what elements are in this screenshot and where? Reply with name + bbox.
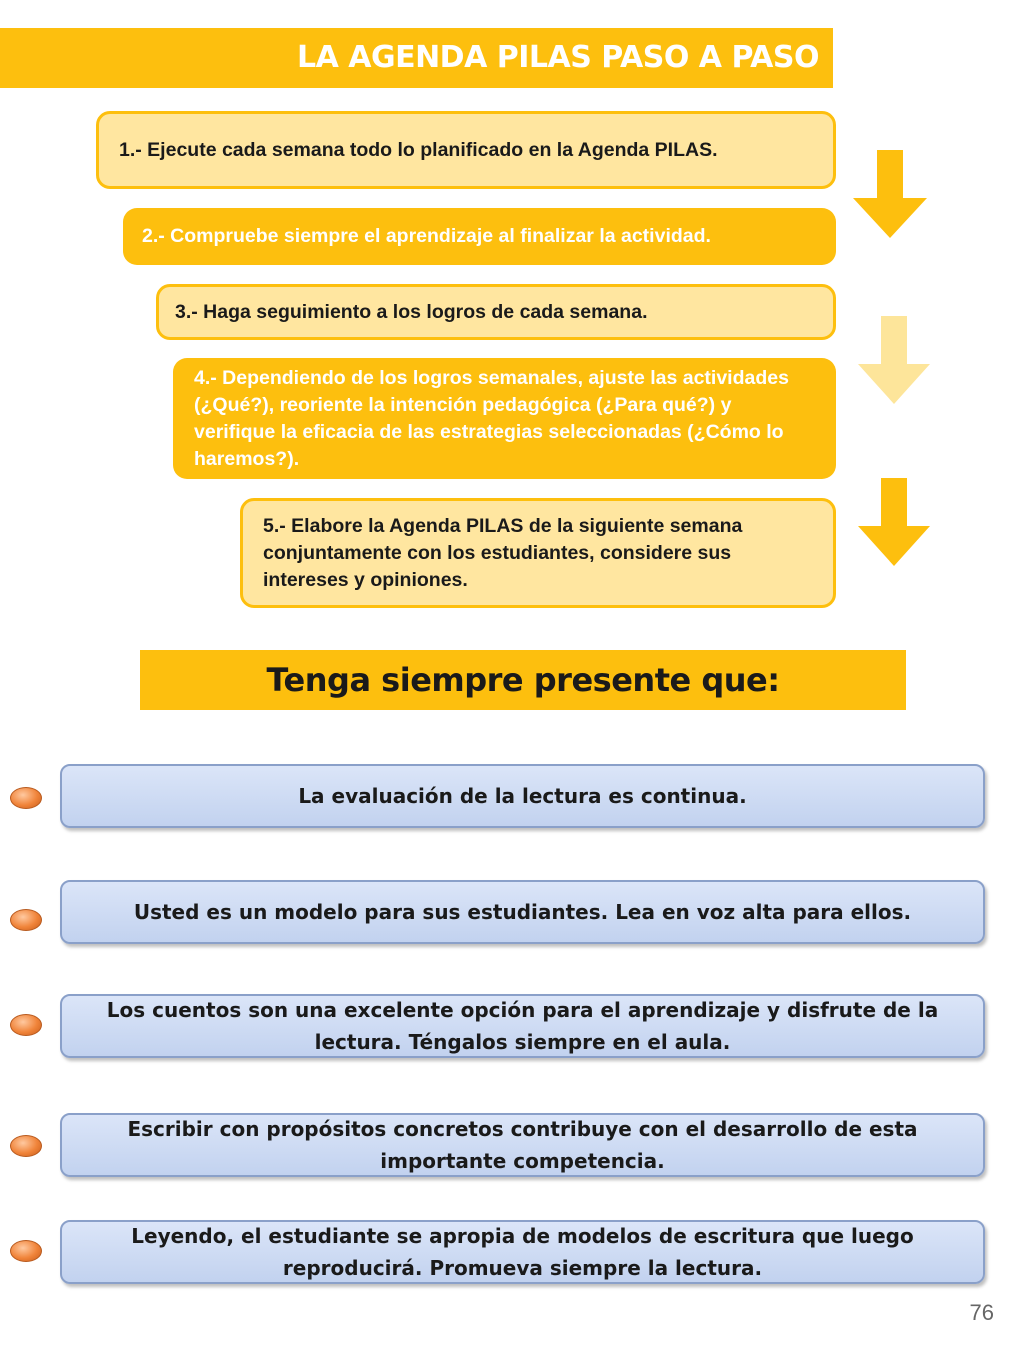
- down-arrow-icon: [858, 316, 930, 404]
- bullet-icon: [10, 1240, 42, 1262]
- step-3: [156, 284, 836, 340]
- note-text: Escribir con propósitos concretos contribuye con el desarrollo de esta importante competencia.: [127, 1117, 918, 1173]
- bullet-icon: [10, 1135, 42, 1157]
- down-arrow-icon: [858, 478, 930, 566]
- step-1-text: 1.- Ejecute cada semana todo lo planificado en la Agenda PILAS.: [119, 138, 718, 161]
- note-box: [60, 764, 985, 828]
- step-4: [173, 358, 836, 479]
- step-1: [96, 111, 836, 189]
- step-2: [123, 208, 836, 265]
- bullet-icon: [10, 787, 42, 809]
- bullet-icon: [10, 1014, 42, 1036]
- bullet-icon: [10, 909, 42, 931]
- page-number: 76: [969, 1300, 994, 1325]
- note-text: Usted es un modelo para sus estudiantes. Lea en voz alta para ellos.: [133, 900, 912, 924]
- note-text: Los cuentos son una excelente opción para el aprendizaje y disfrute de la lectura. Téngalos siempre en el aula.: [106, 998, 939, 1054]
- step-5: [240, 498, 836, 608]
- note-box: [60, 1220, 985, 1284]
- down-arrow-icon: [853, 150, 927, 238]
- note-box: [60, 994, 985, 1058]
- step-5-text: 5.- Elabore la Agenda PILAS de la siguiente semana conjuntamente con los estudiantes, considere sus intereses y opiniones.: [263, 514, 743, 591]
- step-2-text: 2.- Compruebe siempre el aprendizaje al finalizar la actividad.: [142, 225, 711, 247]
- note-text: Leyendo, el estudiante se apropia de modelos de escritura que luego reproducirá. Promueva siempre la lectura.: [131, 1224, 914, 1280]
- title-bar: [0, 28, 833, 88]
- note-box: [60, 1113, 985, 1177]
- page-title: LA AGENDA PILAS PASO A PASO: [296, 40, 819, 75]
- subtitle: Tenga siempre presente que:: [266, 661, 780, 699]
- step-3-text: 3.- Haga seguimiento a los logros de cada semana.: [175, 300, 648, 323]
- subtitle-bar: [140, 650, 906, 710]
- note-text: La evaluación de la lectura es continua.: [298, 784, 747, 808]
- step-4-text: 4.- Dependiendo de los logros semanales, ajuste las actividades (¿Qué?), reoriente la intención pedagógica (¿Para qué?) y verifique la eficacia de las estrategias seleccionadas (¿Cómo lo haremos?).: [194, 366, 789, 470]
- note-box: [60, 880, 985, 944]
